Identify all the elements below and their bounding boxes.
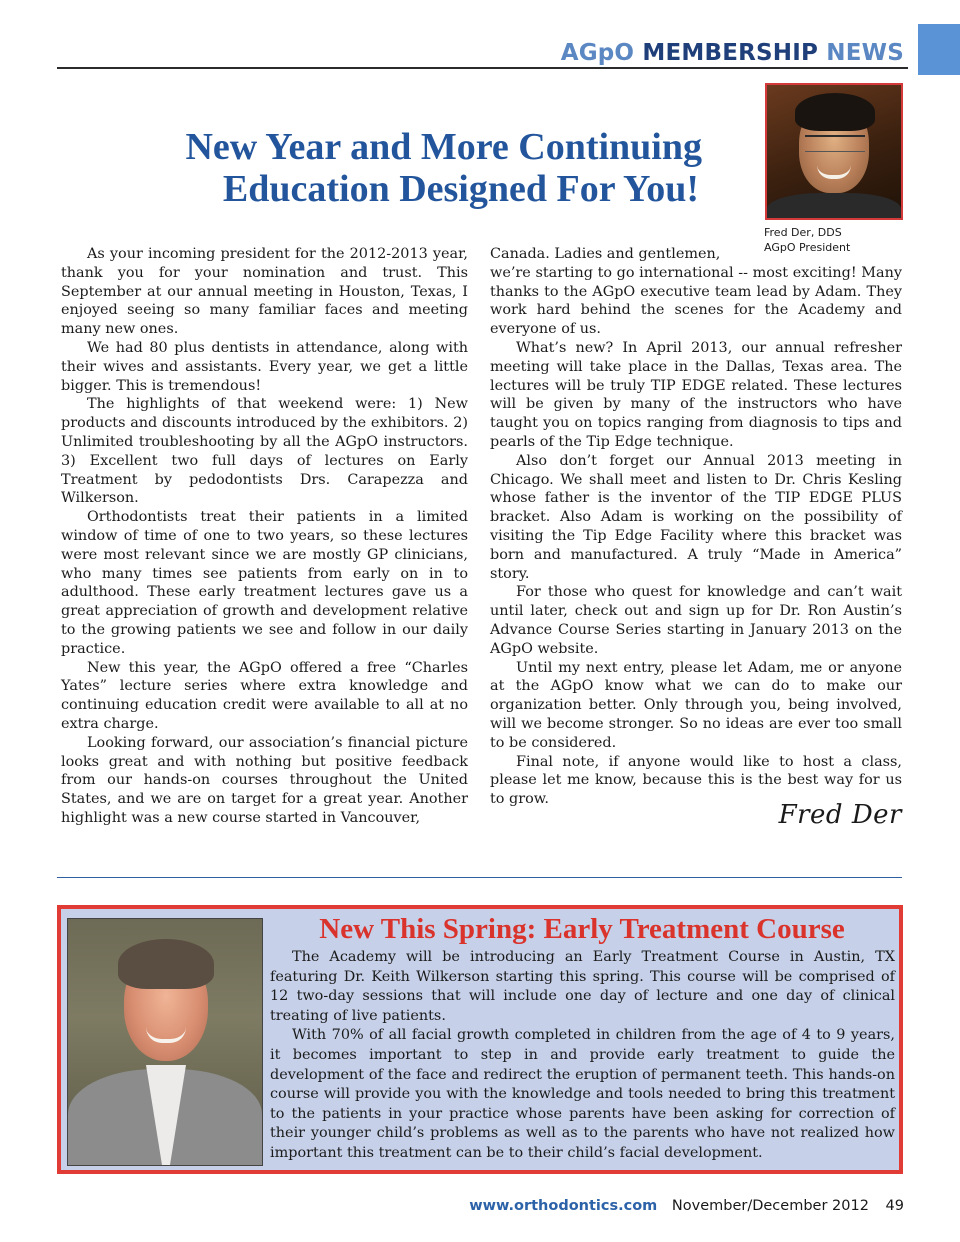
section-divider	[57, 877, 902, 878]
sidebar-title: New This Spring: Early Treatment Course	[319, 913, 845, 945]
continued-first-line: Canada. Ladies and gentlemen,	[490, 246, 721, 262]
caption-name: Fred Der, DDS	[764, 226, 842, 239]
article-title-line-1: New Year and More Continuing	[185, 126, 702, 168]
article-paragraph: New this year, the AGpO offered a free “Charles Yates” lecture series where extra knowledge and continuing education credit were available to all at no extra charge.	[61, 659, 468, 732]
article-paragraph: For those who quest for knowledge and can’t wait until later, check out and sign up for Dr. Ron Austin’s Advance Course Series starting in January 2013 on the AGpO website.	[490, 584, 902, 657]
author-portrait	[765, 83, 903, 220]
footer-issue: November/December 2012	[671, 1198, 869, 1214]
sidebar-paragraph: With 70% of all facial growth completed in children from the age of 4 to 9 years, it becomes important to step in and provide early treatment to guide the development of the face and redirect the eruption of permanent teeth. This hands-on course will provide you with the knowledge and tools needed to bring this treatment to the patients in your practice whose parents have been asking for correction of their younger child’s problems as well as to the parents who have not realized how important this treatment can be to their child’s facial development.	[270, 1027, 895, 1161]
article-paragraph: What’s new? In April 2013, our annual refresher meeting will take place in the Dallas, Texas area. The lectures will be truly TIP EDGE related. These lectures will be given by many of the instructors who have taught you on topics ranging from diagnosis to tips and pearls of the Tip Edge technique.	[490, 339, 902, 450]
portrait-glasses	[805, 135, 865, 152]
article-title-line-2: Education Designed For You!	[222, 168, 699, 210]
article-column-right	[490, 245, 902, 809]
article-paragraph: Looking forward, our association’s financial picture looks great and with nothing but positive feedback from our hands-on courses throughout the United States, and we are on target for a great year. Another highlight was a new course started in Vancouver,	[61, 734, 468, 826]
article-title	[60, 126, 702, 210]
sidebar-body	[270, 948, 895, 1164]
photo-hair	[118, 939, 214, 989]
article-paragraph: Final note, if anyone would like to host a class, please let me know, because this is the best way for us to grow.	[490, 753, 902, 808]
article-paragraph: As your incoming president for the 2012-2013 year, thank you for your nomination and trust. This September at our annual meeting in Houston, Texas, I enjoyed seeing so many familiar faces and meeting many new ones.	[61, 246, 468, 338]
page-footer	[400, 1198, 904, 1214]
corner-tab	[918, 24, 960, 75]
header-rule	[57, 67, 908, 69]
article-paragraph: Until my next entry, please let Adam, me or anyone at the AGpO know what we can do to make our organization better. Only through you, being involved, will we become stronger. So no ideas are ever too small to be considered.	[490, 659, 902, 751]
section-bold: MEMBERSHIP	[642, 40, 819, 66]
portrait-hair	[795, 93, 875, 131]
article-paragraph: We had 80 plus dentists in attendance, along with their wives and assistants. Every year, we get a little bigger. This is tremendous!	[61, 339, 468, 394]
section-org: AGpO	[560, 40, 635, 66]
article-paragraph: Also don’t forget our Annual 2013 meeting in Chicago. We shall meet and listen to Dr. Chris Kesling whose father is the inventor of the TIP EDGE PLUS bracket. Also Adam is working on the possibility of visiting the Tip Edge Facility where this bracket was born and manufactured. A truly “Made in America” story.	[490, 452, 902, 582]
article-paragraph-continued	[490, 245, 902, 339]
section-end: NEWS	[826, 40, 904, 66]
article-column-left	[61, 245, 468, 828]
page-number: 49	[885, 1198, 904, 1214]
portrait-shoulders	[767, 193, 901, 220]
article-paragraph: The highlights of that weekend were: 1) New products and discounts introduced by the exhibitors. 2) Unlimited troubleshooting by all the AGpO instructors. 3) Excellent two full days of lectures on Early Treatment by pedodontists Drs. Carapezza and Wilkerson.	[61, 396, 468, 507]
sidebar-paragraph: The Academy will be introducing an Early Treatment Course in Austin, TX featuring Dr. Keith Wilkerson starting this spring. This course will be comprised of 12 two-day sessions that will include one day of lecture and one day of clinical treating of live patients.	[270, 949, 895, 1024]
section-header	[480, 40, 904, 66]
footer-url[interactable]: www.orthodontics.com	[469, 1198, 658, 1214]
caption-role: AGpO President	[764, 241, 851, 254]
article-paragraph: Orthodontists treat their patients in a limited window of time of one to two years, so these lectures were most relevant since we are mostly GP clinicians, who many times see patients from early on in to adulthood. These early treatment lectures gave us a great appreciation of growth and development relative to the growing patients we see and follow in our daily practice.	[61, 509, 468, 657]
instructor-photo	[67, 918, 263, 1166]
author-signature: Fred Der	[778, 800, 902, 830]
continued-rest: we’re starting to go international -- most exciting! Many thanks to the AGpO executive team lead by Adam. They work hard behind the scenes for the Academy and everyone of us.	[490, 264, 902, 338]
